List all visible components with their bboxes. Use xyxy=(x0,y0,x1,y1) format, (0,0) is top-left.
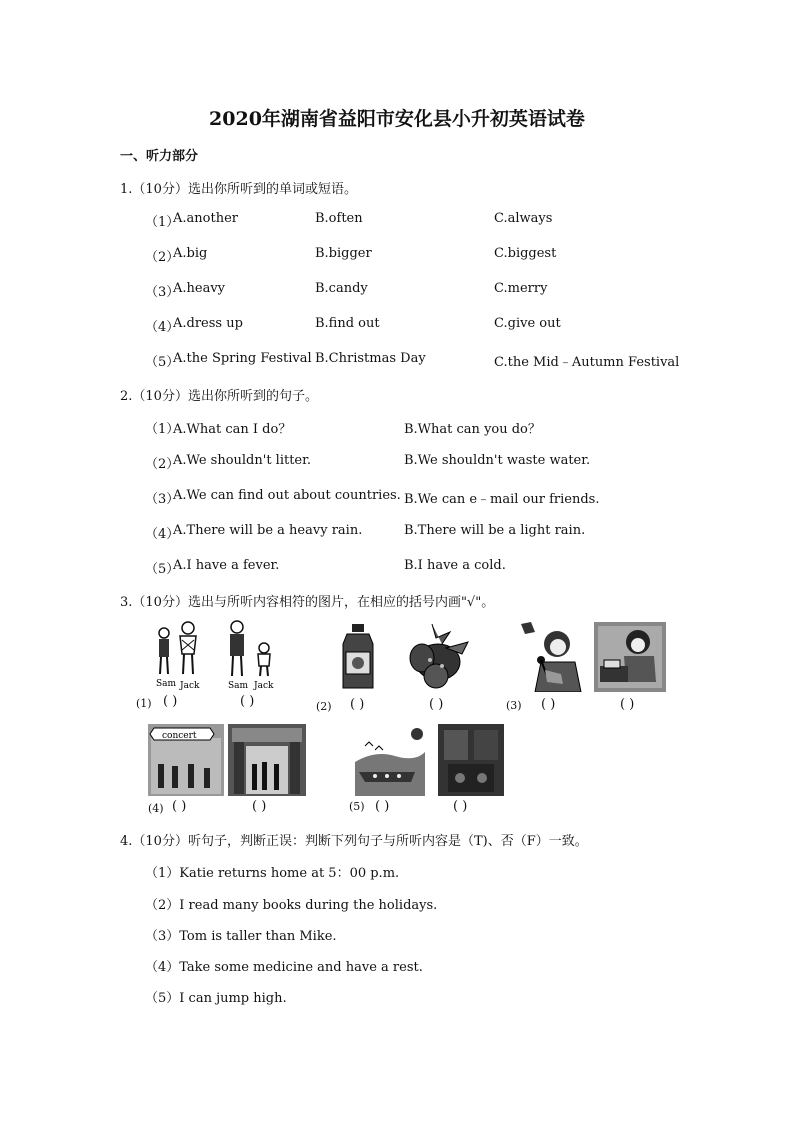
answer-bracket[interactable]: ( ) xyxy=(620,697,635,712)
question-1-stem: 1.（10分）选出你所听到的单词或短语。 xyxy=(120,182,357,197)
option-c: C.give out xyxy=(494,316,561,331)
option-b: B.What can you do？ xyxy=(404,422,541,437)
concert-sign-text: concert xyxy=(162,731,197,741)
answer-bracket[interactable]: ( ) xyxy=(172,799,187,814)
label-jack: Jack xyxy=(254,681,274,690)
judgement-sentence: （2）I read many books during the holidays. xyxy=(145,898,438,913)
answer-bracket[interactable]: ( ) xyxy=(240,694,255,709)
answer-bracket[interactable]: ( ) xyxy=(429,697,444,712)
answer-bracket[interactable]: ( ) xyxy=(163,694,178,709)
option-a: A.another xyxy=(173,211,238,226)
option-number: （1） xyxy=(145,422,180,437)
judgement-sentence: （1）Katie returns home at 5：00 p.m. xyxy=(145,866,400,881)
option-a: A.We shouldn't litter. xyxy=(173,453,312,468)
question-4-stem: 4.（10分）听句子，判断正误：判断下列句子与所听内容是（T)、否（F）一致。 xyxy=(120,834,588,849)
label-sam: Sam xyxy=(156,679,177,689)
option-number: （4） xyxy=(145,320,180,335)
option-b: B.bigger xyxy=(315,246,372,261)
option-c: C.the Mid﹣Autumn Festival xyxy=(494,355,680,370)
option-a: A.heavy xyxy=(173,281,226,296)
label-jack: Jack xyxy=(180,681,200,690)
section-heading: 一、听力部分 xyxy=(120,149,199,164)
option-number: （2） xyxy=(145,250,180,265)
option-number: （2） xyxy=(145,457,180,472)
answer-bracket[interactable]: ( ) xyxy=(375,799,390,814)
option-number: （5） xyxy=(145,562,180,577)
option-number: （5） xyxy=(145,355,180,370)
option-b: B.candy xyxy=(315,281,368,296)
picture-night-room xyxy=(438,724,504,796)
page-title: 2020年湖南省益阳市安化县小升初英语试卷 xyxy=(209,108,585,130)
option-b: B.often xyxy=(315,211,363,226)
answer-bracket[interactable]: ( ) xyxy=(350,697,365,712)
option-b: B.There will be a light rain. xyxy=(404,523,586,538)
answer-bracket[interactable]: ( ) xyxy=(453,799,468,814)
picture-juice-bottle xyxy=(337,622,379,692)
option-number: （4） xyxy=(145,527,180,542)
picture-boat-scenery xyxy=(355,726,425,796)
option-c: C.merry xyxy=(494,281,548,296)
option-a: A.big xyxy=(173,246,208,261)
option-c: C.biggest xyxy=(494,246,557,261)
question-2-stem: 2.（10分）选出你所听到的句子。 xyxy=(120,389,318,404)
judgement-sentence: （3）Tom is taller than Mike. xyxy=(145,929,337,944)
picture-group-label: (1) xyxy=(136,697,152,710)
option-b: B.We shouldn't waste water. xyxy=(404,453,591,468)
option-number: （3） xyxy=(145,492,180,507)
answer-bracket[interactable]: ( ) xyxy=(541,697,556,712)
option-b: B.I have a cold. xyxy=(404,558,506,573)
option-a: A.dress up xyxy=(173,316,243,331)
picture-museum-gate xyxy=(228,724,306,796)
option-number: （3） xyxy=(145,285,180,300)
question-3-stem: 3.（10分）选出与所听内容相符的图片，在相应的括号内画"√"。 xyxy=(120,595,495,610)
picture-group-label: (2) xyxy=(316,700,332,713)
picture-group-label: (5) xyxy=(349,800,365,813)
option-a: A.What can I do？ xyxy=(173,422,292,437)
option-a: A.We can find out about countries. xyxy=(173,488,401,503)
answer-bracket[interactable]: ( ) xyxy=(252,799,267,814)
option-b: B.Christmas Day xyxy=(315,351,426,366)
picture-concert xyxy=(148,724,224,796)
option-a: A.the Spring Festival xyxy=(173,351,312,366)
judgement-sentence: （4）Take some medicine and have a rest. xyxy=(145,960,423,975)
picture-group-label: (4) xyxy=(148,802,164,815)
option-b: B.find out xyxy=(315,316,380,331)
option-c: C.always xyxy=(494,211,553,226)
picture-girl-singing xyxy=(521,622,587,692)
judgement-sentence: （5）I can jump high. xyxy=(145,991,287,1006)
option-b: B.We can e﹣mail our friends. xyxy=(404,492,600,507)
picture-sam-short-jack-tall xyxy=(150,620,210,690)
option-number: （1） xyxy=(145,215,180,230)
picture-group-label: (3) xyxy=(506,699,522,712)
label-sam: Sam xyxy=(228,681,249,690)
picture-girl-cooking xyxy=(594,622,666,692)
option-a: A.There will be a heavy rain. xyxy=(173,523,363,538)
picture-fruit xyxy=(402,620,472,692)
option-a: A.I have a fever. xyxy=(173,558,280,573)
picture-sam-tall-jack-short xyxy=(222,618,282,690)
